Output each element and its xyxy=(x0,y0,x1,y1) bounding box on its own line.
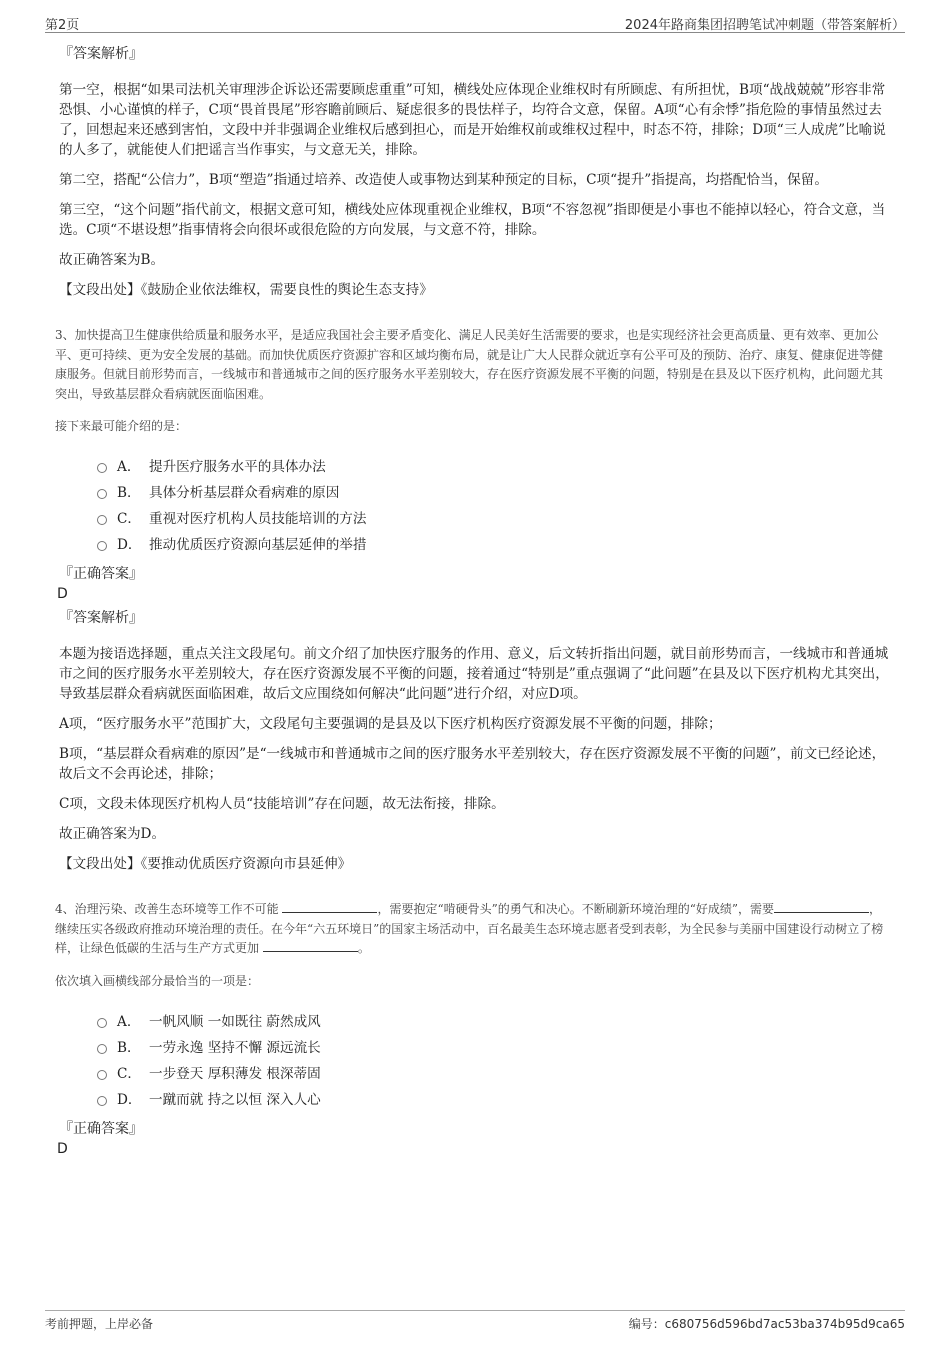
page-header xyxy=(45,12,905,33)
question-prompt: 依次填入画横线部分最恰当的一项是： xyxy=(55,973,260,988)
page-number: 第2页 xyxy=(45,18,80,33)
document-id: 编号：c680756d596bd7ac53ba374b95d9ca65 xyxy=(628,1317,905,1331)
radio-icon[interactable] xyxy=(97,489,107,499)
analysis-heading: 『答案解析』 xyxy=(59,610,143,626)
page-content xyxy=(55,44,890,1159)
analysis-paragraph: B项，“基层群众看病难的原因”是“一线城市和普通城市之间的医疗服务水平差别较大，存在医疗资源发展不平衡的问题”，前文已经论述，故后文不会再论述，排除； xyxy=(59,746,886,782)
option-b[interactable]: B． 具体分析基层群众看病难的原因 xyxy=(97,480,890,506)
analysis-paragraph: 本题为接语选择题，重点关注文段尾句。前文介绍了加快医疗服务的作用、意义，后文转折指出问题，就目前形势而言，一线城市和普通城市之间的医疗服务水平差别较大，存在医疗资源发展不平衡的问题，接着通过“特别是”重点强调了“此问题”在县及以下医疗机构尤其突出，导致基层群众看病就医面临困难，故后文应围绕如何解决“此问题”进行介绍，对应D项。 xyxy=(59,646,889,702)
option-a[interactable]: A． 一帆风顺 一如既往 蔚然成风 xyxy=(97,1009,890,1035)
analysis-paragraph: 第二空，搭配“公信力”，B项“塑造”指通过培养、改造使人或事物达到某种预定的目标，C项“提升”指提高，均搭配恰当，保留。 xyxy=(59,172,828,188)
option-c[interactable]: C． 一步登天 厚积薄发 根深蒂固 xyxy=(97,1061,890,1087)
analysis-paragraph: 故正确答案为B。 xyxy=(59,252,165,268)
option-d[interactable]: D． 一蹴而就 持之以恒 深入人心 xyxy=(97,1087,890,1113)
radio-icon[interactable] xyxy=(97,1096,107,1106)
option-c[interactable]: C． 重视对医疗机构人员技能培训的方法 xyxy=(97,506,890,532)
analysis-heading: 『答案解析』 xyxy=(59,46,143,62)
question-stem: 3、加快提高卫生健康供给质量和服务水平，是适应我国社会主要矛盾变化、满足人民美好生活需要的要求，也是实现经济社会更高质量、更有效率、更加公平、更可持续、更为安全发展的基础。而加快优质医疗资源扩容和区域均衡布局，就是让广大人民群众就近享有公平可及的预防、治疗、康复、健康促进等健康服务。但就目前形势而言，一线城市和普通城市之间的医疗服务水平差别较大，存在医疗资源发展不平衡的问题，特别是在县及以下医疗机构，此问题尤其突出，导致基层群众看病就医面临困难。 xyxy=(55,328,884,401)
correct-answer: D xyxy=(57,1140,68,1157)
source-citation: 【文段出处】《鼓励企业依法维权，需要良性的舆论生态支持》 xyxy=(59,282,433,298)
answer-heading: 『正确答案』 xyxy=(59,1120,143,1137)
question-prompt: 接下来最可能介绍的是： xyxy=(55,419,188,433)
option-a[interactable]: A． 提升医疗服务水平的具体办法 xyxy=(97,454,890,480)
q2-analysis xyxy=(55,44,890,300)
fill-blank xyxy=(263,939,358,952)
fill-blank xyxy=(282,900,377,913)
radio-icon[interactable] xyxy=(97,541,107,551)
answer-heading: 『正确答案』 xyxy=(59,566,143,582)
analysis-paragraph: 第一空，根据“如果司法机关审理涉企诉讼还需要顾虑重重”可知，横线处应体现企业维权时有所顾虑、有所担忧，B项“战战兢兢”形容非常恐惧、小心谨慎的样子，C项“畏首畏尾”形容瞻前顾后、疑虑很多的畏怯样子，均符合文意，保留。A项“心有余悸”指危险的事情虽然过去了，回想起来还感到害怕，文段中并非强调企业维权后感到担心，而是开始维权前或维权过程中，时态不符，排除；D项“三人成虎”比喻说的人多了，就能使人们把谣言当作事实，与文意无关，排除。 xyxy=(59,82,886,158)
option-b[interactable]: B． 一劳永逸 坚持不懈 源远流长 xyxy=(97,1035,890,1061)
question-stem: 4、治理污染、改善生态环境等工作不可能 ，需要抱定“啃硬骨头”的勇气和决心。不断刷新环境治理的“好成绩”，需要 ，继续压实各级政府推动环境治理的责任。在今年“六五环境日”的国家主场活动中，百名最美生态环境志愿者受到表彰，为全民参与美丽中国建设行动树立了榜样，让绿色低碳的生活与生产方式更加 。 xyxy=(55,902,884,955)
analysis-paragraph: C项，文段未体现医疗机构人员“技能培训”存在问题，故无法衔接，排除。 xyxy=(59,796,505,812)
footer-slogan: 考前押题，上岸必备 xyxy=(45,1317,154,1331)
radio-icon[interactable] xyxy=(97,515,107,525)
page-footer xyxy=(45,1310,905,1335)
radio-icon[interactable] xyxy=(97,1018,107,1028)
radio-icon[interactable] xyxy=(97,463,107,473)
correct-answer: D xyxy=(57,586,68,602)
option-list xyxy=(97,1009,890,1113)
radio-icon[interactable] xyxy=(97,1044,107,1054)
question-3 xyxy=(55,326,890,874)
option-d[interactable]: D． 推动优质医疗资源向基层延伸的举措 xyxy=(97,532,890,558)
fill-blank xyxy=(774,900,869,913)
radio-icon[interactable] xyxy=(97,1070,107,1080)
analysis-paragraph: 第三空，“这个问题”指代前文，根据文意可知，横线处应体现重视企业维权，B项“不容忽视”指即便是小事也不能掉以轻心，符合文意，当选。C项“不堪设想”指事情将会向很坏或很危险的方向发展，与文意不符，排除。 xyxy=(59,202,886,238)
question-4 xyxy=(55,900,890,1159)
option-list xyxy=(97,454,890,558)
document-title: 2024年路商集团招聘笔试冲刺题（带答案解析） xyxy=(624,18,905,33)
source-citation: 【文段出处】《要推动优质医疗资源向市县延伸》 xyxy=(59,856,352,872)
analysis-paragraph: 故正确答案为D。 xyxy=(59,826,166,842)
analysis-paragraph: A项，“医疗服务水平”范围扩大，文段尾句主要强调的是县及以下医疗机构医疗资源发展不平衡的问题，排除； xyxy=(59,716,722,732)
